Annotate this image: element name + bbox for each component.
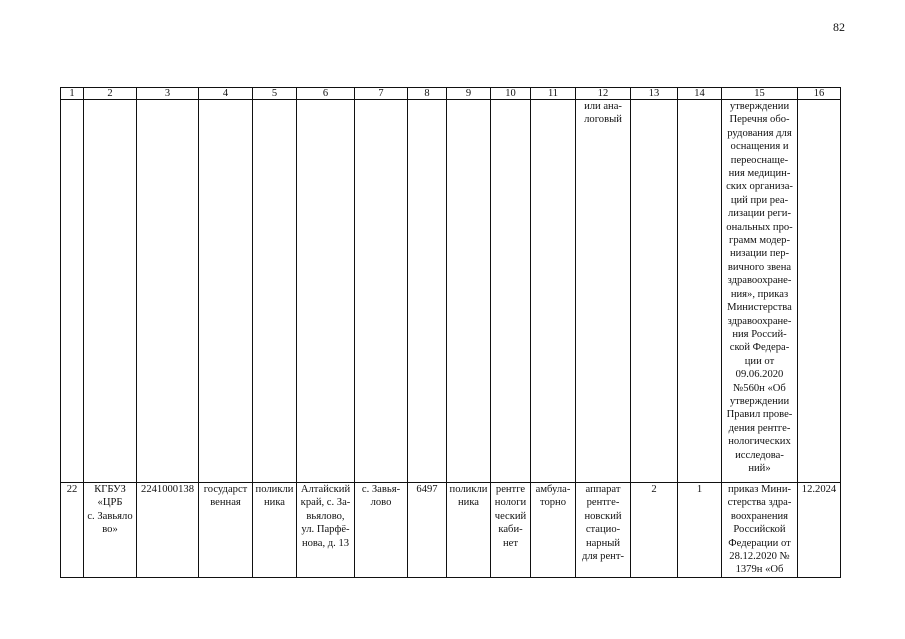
equipment-table bbox=[60, 87, 841, 578]
cell-line: ника bbox=[457, 497, 480, 509]
cell-line: лово bbox=[370, 497, 392, 509]
cell-line: с. Завьяло bbox=[87, 510, 133, 522]
cell-line: вичного звена bbox=[727, 261, 792, 273]
cell-line: низации пер- bbox=[729, 248, 790, 260]
organization-name-cell bbox=[84, 483, 137, 578]
cell-line: 09.06.2020 bbox=[735, 369, 784, 381]
cell-line: нологи bbox=[494, 497, 527, 509]
legal-basis-cell bbox=[722, 100, 798, 483]
cell-line: нова, д. 13 bbox=[301, 537, 350, 549]
column-number: 2 bbox=[84, 88, 137, 100]
cell-line: нарный bbox=[585, 537, 621, 549]
ownership-type-cell bbox=[199, 483, 253, 578]
cell-line: №560н «Об bbox=[733, 382, 786, 394]
cell-line: логовый bbox=[584, 114, 622, 126]
cell-line: ний» bbox=[748, 462, 771, 474]
settlement-cell bbox=[355, 483, 408, 578]
cabinet-cell bbox=[491, 483, 531, 578]
cell-line: Правил прове- bbox=[726, 409, 793, 421]
empty-cell bbox=[631, 100, 678, 483]
cell-line: поликли bbox=[255, 484, 294, 495]
column-number: 13 bbox=[631, 88, 678, 100]
equipment-name-cell bbox=[576, 483, 631, 578]
column-number: 4 bbox=[199, 88, 253, 100]
cell-line: государст bbox=[203, 484, 248, 495]
column-number: 3 bbox=[137, 88, 199, 100]
cell-line: Министерства bbox=[727, 302, 792, 314]
equipment-name-cell bbox=[576, 100, 631, 483]
empty-cell bbox=[678, 100, 722, 483]
cell-line: Российской bbox=[733, 524, 786, 536]
column-number: 7 bbox=[355, 88, 408, 100]
cell-line: край, с. За- bbox=[300, 497, 351, 509]
population-cell: 6497 bbox=[408, 483, 447, 578]
subdivision-cell bbox=[447, 483, 491, 578]
empty-cell bbox=[61, 100, 84, 483]
cell-line: здравоохране- bbox=[727, 315, 792, 327]
column-number: 15 bbox=[722, 88, 798, 100]
column-number: 5 bbox=[253, 88, 297, 100]
column-number: 8 bbox=[408, 88, 447, 100]
cell-line: вьялово, bbox=[306, 510, 345, 522]
empty-cell bbox=[491, 100, 531, 483]
cell-line: амбула- bbox=[535, 484, 571, 495]
cell-line: приказ Мини- bbox=[727, 484, 792, 495]
cell-line: аппарат bbox=[585, 484, 621, 495]
cell-line: ций при реа- bbox=[730, 194, 789, 206]
column-number: 10 bbox=[491, 88, 531, 100]
cell-line: грамм модер- bbox=[728, 235, 790, 247]
cell-line: ональных про- bbox=[726, 221, 793, 233]
inn-cell: 2241000138 bbox=[137, 483, 199, 578]
cell-line: торно bbox=[539, 497, 567, 509]
empty-cell bbox=[531, 100, 576, 483]
cell-line: ческий bbox=[494, 510, 527, 522]
table-row-22 bbox=[61, 483, 841, 578]
table-row-continuation bbox=[61, 100, 841, 483]
empty-cell bbox=[447, 100, 491, 483]
empty-cell bbox=[408, 100, 447, 483]
cell-line: 28.12.2020 № bbox=[729, 551, 790, 563]
cell-line: каби- bbox=[498, 524, 523, 536]
legal-basis-cell bbox=[722, 483, 798, 578]
cell-line: 1379н «Об bbox=[735, 564, 784, 576]
cell-line: поликли bbox=[449, 484, 488, 495]
cell-line: здравоохране- bbox=[727, 275, 792, 287]
cell-line: ника bbox=[263, 497, 286, 509]
column-number: 9 bbox=[447, 88, 491, 100]
cell-line: нет bbox=[502, 537, 518, 549]
cell-line: Федерации от bbox=[728, 537, 791, 549]
cell-line: во» bbox=[102, 524, 118, 536]
cell-line: рентге bbox=[495, 484, 526, 495]
cell-line: ния медицин- bbox=[728, 168, 791, 180]
quantity-cell: 2 bbox=[631, 483, 678, 578]
cell-line: ул. Парфё- bbox=[301, 524, 350, 536]
column-number: 14 bbox=[678, 88, 722, 100]
cell-line: «ЦРБ bbox=[97, 497, 123, 509]
page-number: 82 bbox=[833, 20, 845, 34]
column-number: 1 bbox=[61, 88, 84, 100]
facility-type-cell bbox=[253, 483, 297, 578]
column-number: 16 bbox=[798, 88, 841, 100]
cell-line: ния», приказ bbox=[730, 288, 789, 300]
cell-line: или ана- bbox=[584, 101, 622, 112]
empty-cell bbox=[798, 100, 841, 483]
cell-line: новский bbox=[584, 510, 622, 522]
cell-line: утверждении bbox=[729, 395, 790, 407]
cell-line: КГБУЗ bbox=[94, 484, 126, 495]
cell-line: ской Федера- bbox=[729, 342, 790, 354]
empty-cell bbox=[199, 100, 253, 483]
cell-line: оснащения и bbox=[730, 141, 789, 153]
cell-line: лизации реги- bbox=[727, 208, 792, 220]
cell-line: Алтайский bbox=[300, 484, 351, 495]
empty-cell bbox=[137, 100, 199, 483]
cell-line: венная bbox=[210, 497, 241, 509]
cell-line: для рент- bbox=[581, 551, 625, 563]
cell-line: с. Завья- bbox=[361, 484, 401, 495]
column-number-row bbox=[61, 88, 841, 100]
cell-line: воохранения bbox=[730, 510, 789, 522]
quantity-cell: 1 bbox=[678, 483, 722, 578]
cell-line: нологических bbox=[728, 436, 791, 448]
column-number: 12 bbox=[576, 88, 631, 100]
cell-line: ции от bbox=[744, 355, 775, 367]
column-number: 11 bbox=[531, 88, 576, 100]
empty-cell bbox=[297, 100, 355, 483]
cell-line: исследова- bbox=[735, 449, 784, 461]
address-cell bbox=[297, 483, 355, 578]
cell-line: утверждении bbox=[729, 101, 790, 112]
cell-line: ских организа- bbox=[726, 181, 793, 193]
cell-line: Перечня обо- bbox=[729, 114, 790, 126]
cell-line: стерства здра- bbox=[727, 497, 792, 509]
cell-line: ния Россий- bbox=[732, 328, 787, 340]
empty-cell bbox=[253, 100, 297, 483]
empty-cell bbox=[84, 100, 137, 483]
cell-line: рудования для bbox=[727, 127, 792, 139]
row-number-cell: 22 bbox=[61, 483, 84, 578]
care-conditions-cell bbox=[531, 483, 576, 578]
cell-line: стацио- bbox=[585, 524, 621, 536]
cell-line: переоснаще- bbox=[730, 154, 789, 166]
deadline-cell: 12.2024 bbox=[798, 483, 841, 578]
column-number: 6 bbox=[297, 88, 355, 100]
cell-line: дения рентге- bbox=[728, 422, 791, 434]
cell-line: рентге- bbox=[586, 497, 620, 509]
empty-cell bbox=[355, 100, 408, 483]
